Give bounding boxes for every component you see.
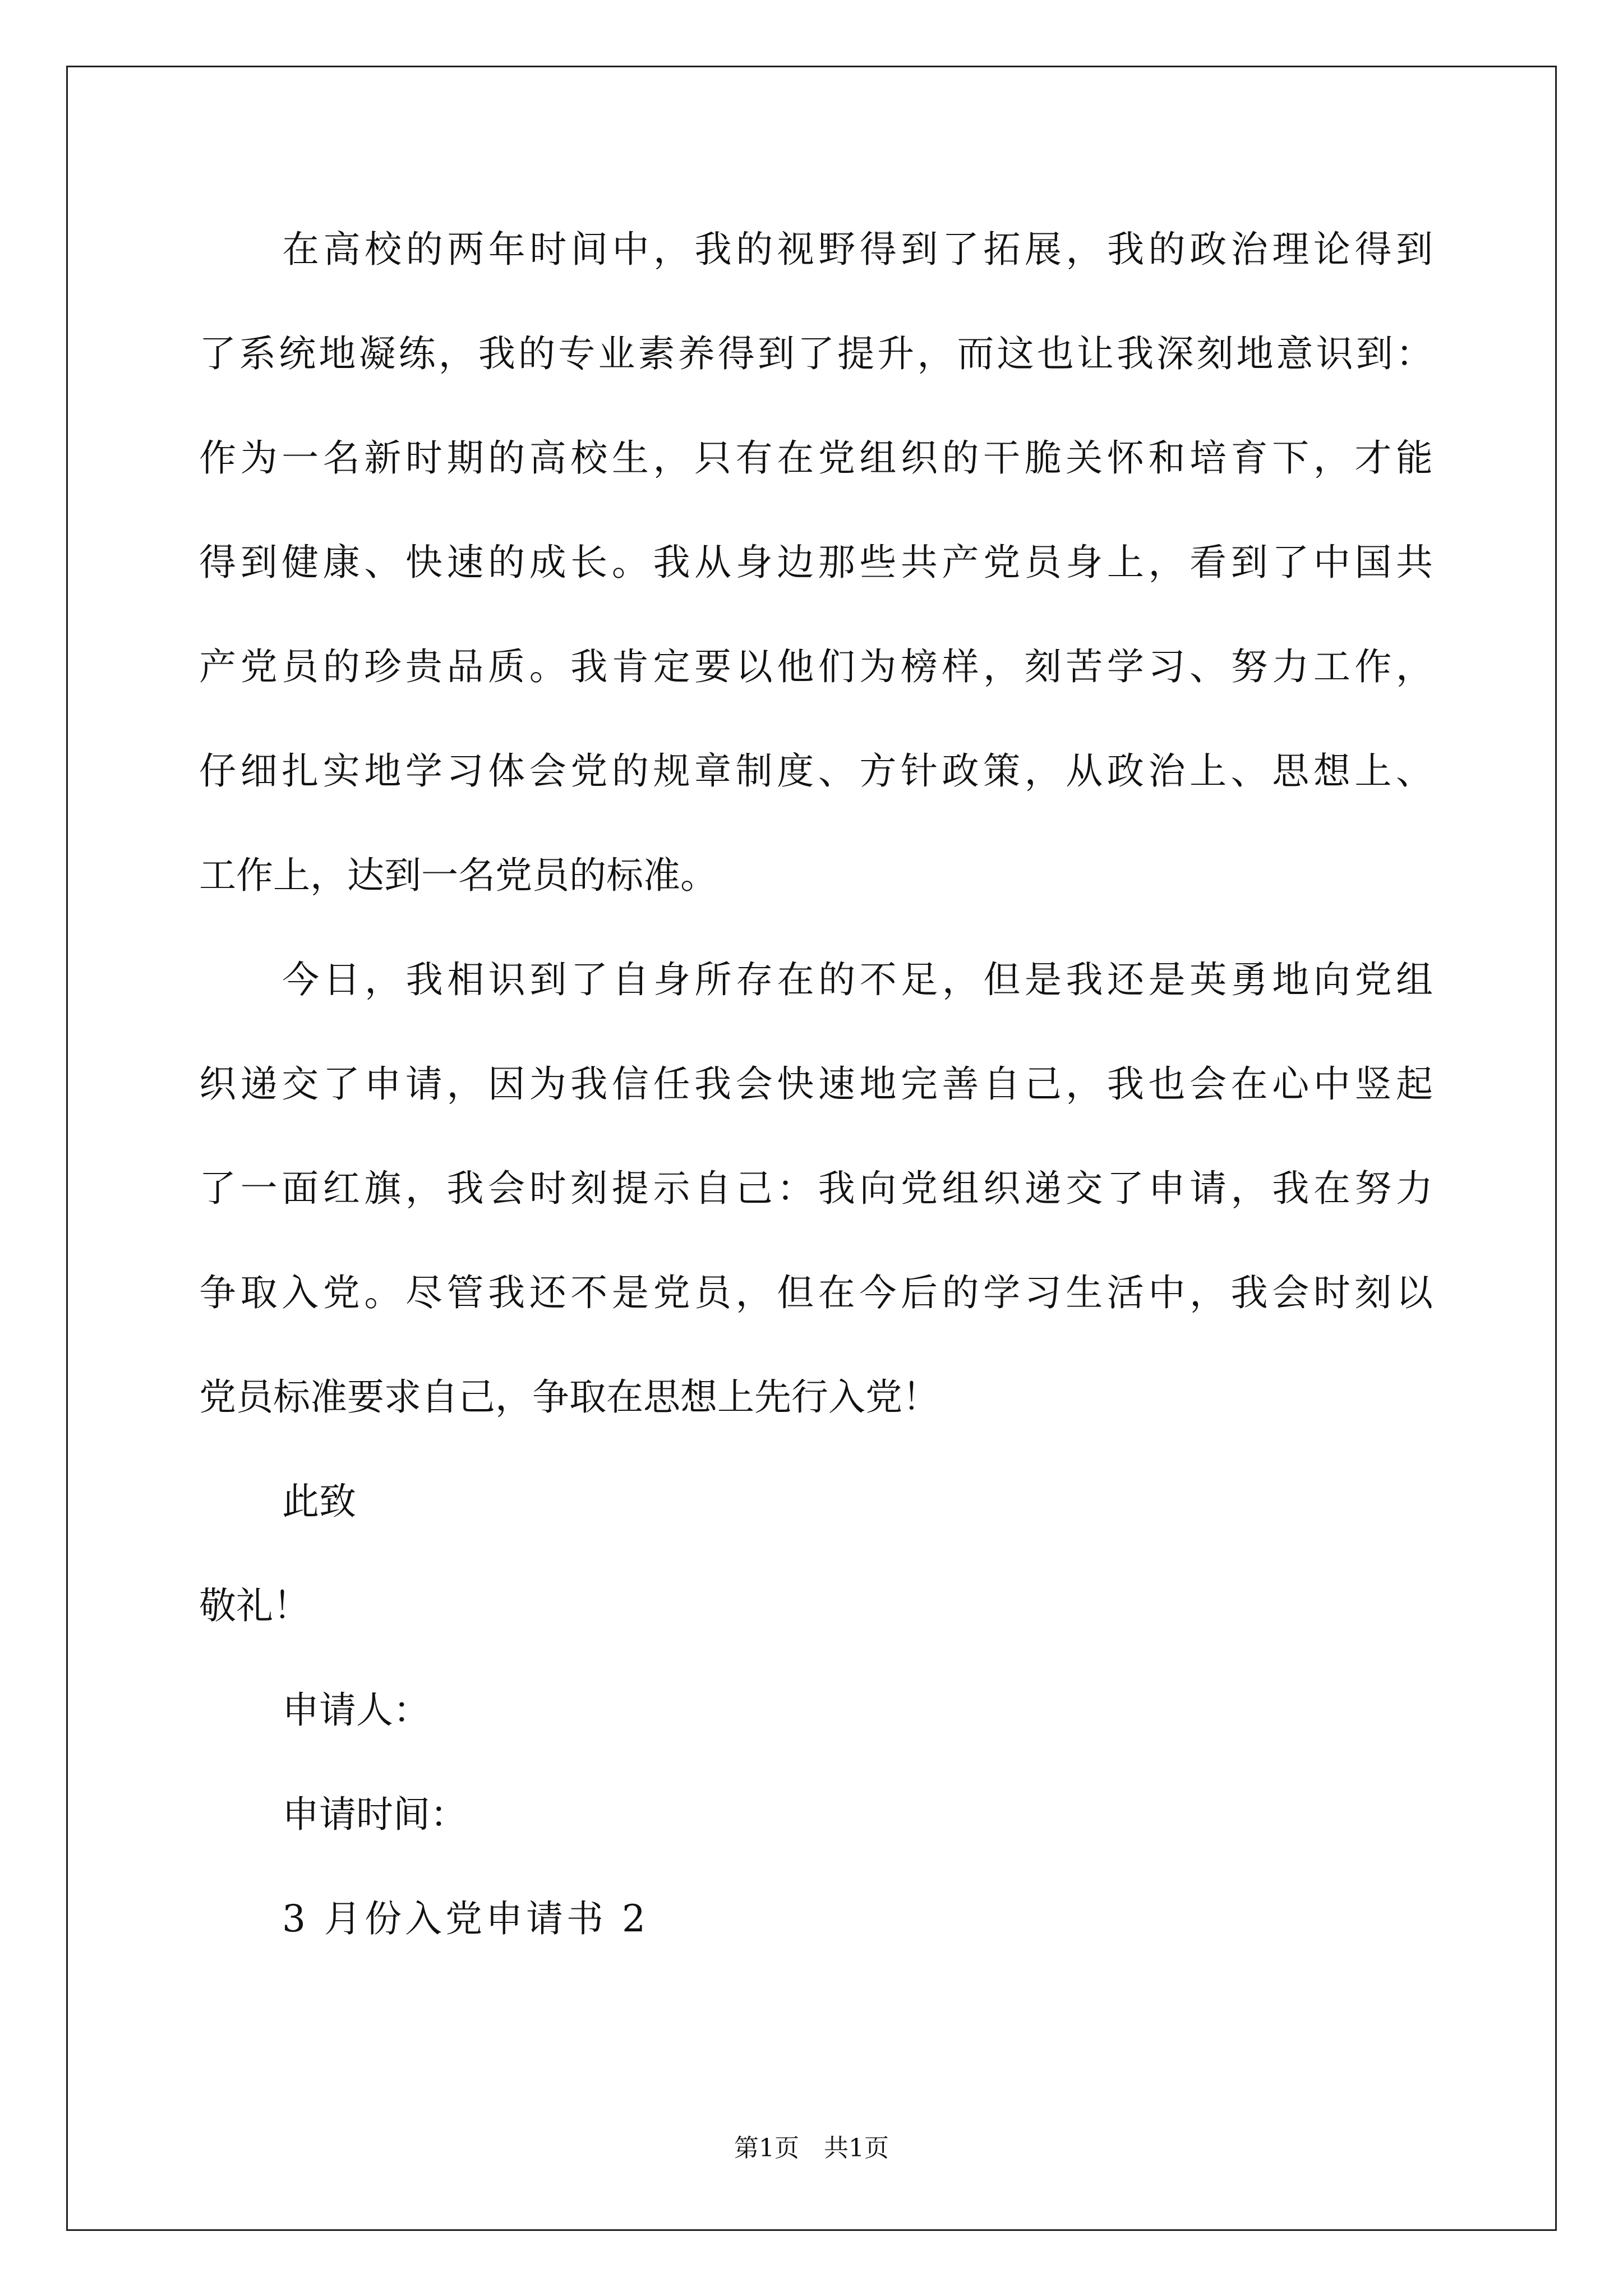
regards: 敬礼！ — [199, 1584, 310, 1627]
applicant-label: 申请人： — [282, 1688, 430, 1732]
paragraph-2-line-1: 今日，我相识到了自身所存在的不足，但是我还是英勇地向党组 — [282, 958, 1433, 1001]
paragraph-1-line-7: 工作上，达到一名党员的标准。 — [199, 854, 717, 897]
application-date-label: 申请时间： — [282, 1793, 467, 1836]
paragraph-1-line-4: 得到健康、快速的成长。我从身边那些共产党员身上，看到了中国共 — [199, 541, 1433, 584]
paragraph-1-line-1: 在高校的两年时间中，我的视野得到了拓展，我的政治理论得到 — [282, 228, 1433, 271]
paragraph-2-line-2: 织递交了申请，因为我信任我会快速地完善自己，我也会在心中竖起 — [199, 1062, 1433, 1106]
paragraph-1-line-2: 了系统地凝练，我的专业素养得到了提升，而这也让我深刻地意识到： — [199, 332, 1433, 375]
paragraph-2-line-3: 了一面红旗，我会时刻提示自己：我向党组织递交了申请，我在努力 — [199, 1167, 1433, 1210]
paragraph-1-line-3: 作为一名新时期的高校生，只有在党组织的干脆关怀和培育下，才能 — [199, 436, 1433, 480]
paragraph-1-line-5: 产党员的珍贵品质。我肯定要以他们为榜样，刻苦学习、努力工作， — [199, 645, 1433, 688]
paragraph-1-line-6: 仔细扎实地学习体会党的规章制度、方针政策，从政治上、思想上、 — [199, 749, 1433, 793]
page-number-footer: 第1页 共1页 — [734, 2134, 889, 2162]
salutation: 此致 — [282, 1480, 356, 1523]
next-document-title: 3 月份入党申请书 2 — [282, 1897, 649, 1940]
paragraph-2-line-5: 党员标准要求自己，争取在思想上先行入党！ — [199, 1375, 939, 1419]
paragraph-2-line-4: 争取入党。尽管我还不是党员，但在今后的学习生活中，我会时刻以 — [199, 1271, 1433, 1314]
